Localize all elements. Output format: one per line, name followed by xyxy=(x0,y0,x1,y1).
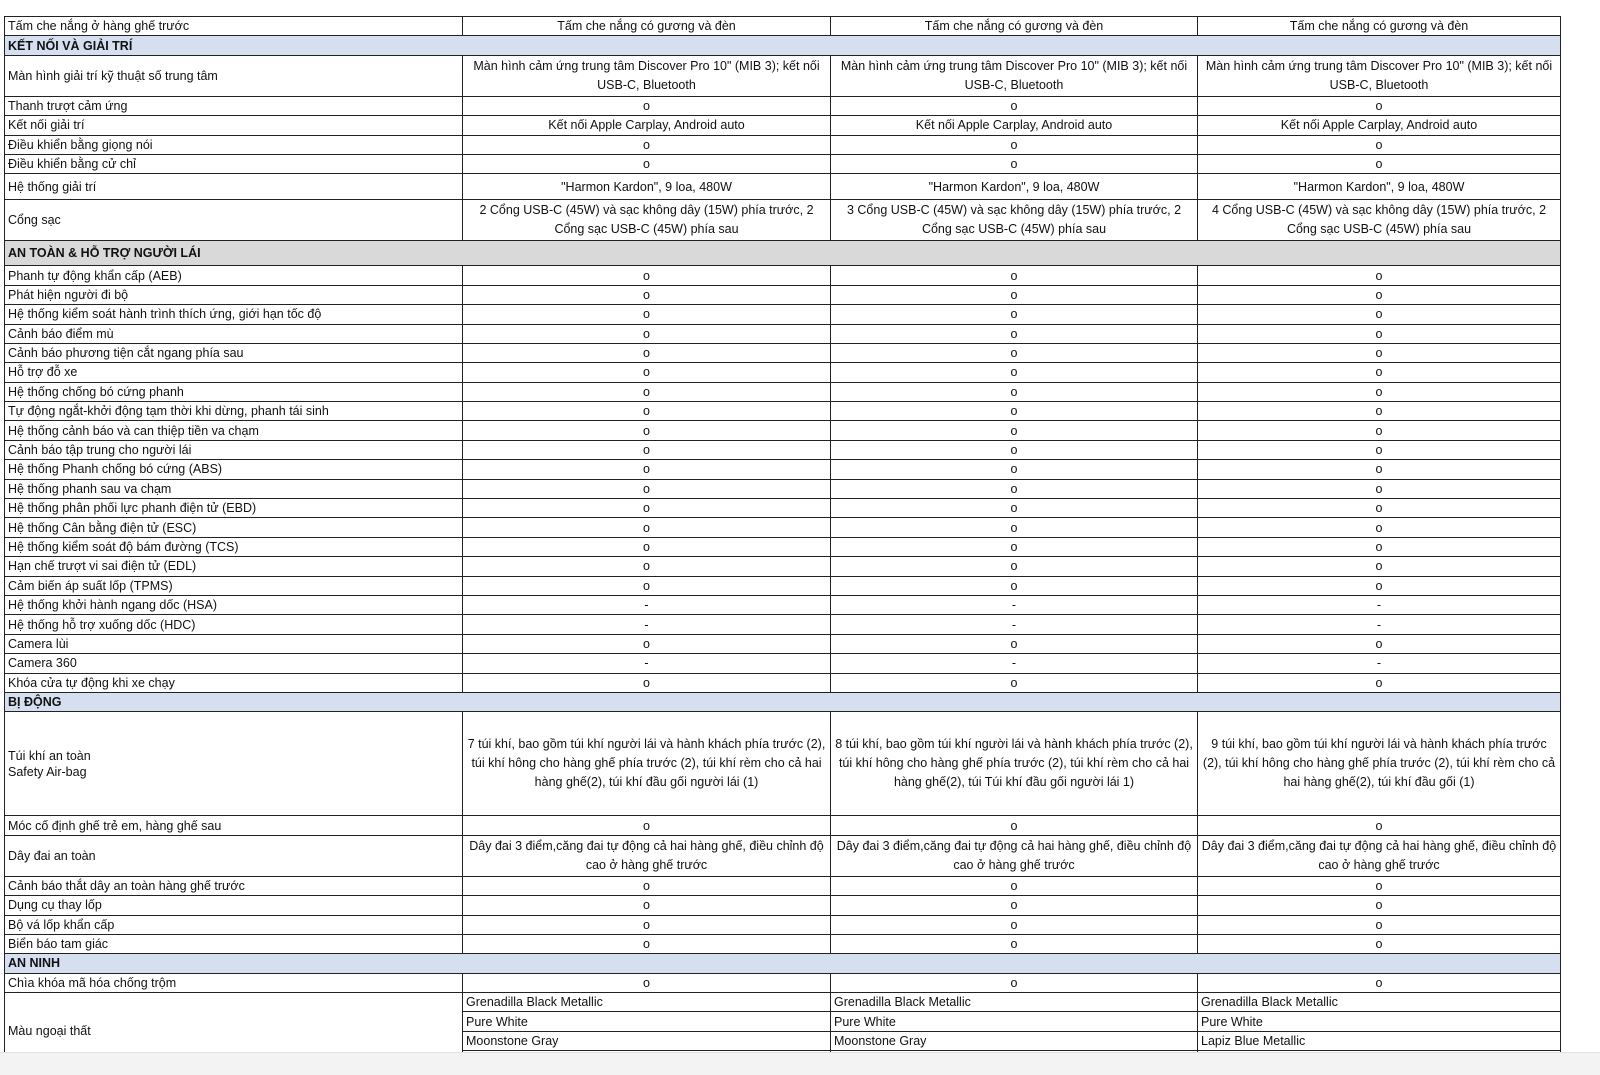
value-cell: o xyxy=(831,266,1198,285)
color-cell: Pure White xyxy=(463,1012,831,1031)
value-cell: o xyxy=(463,324,831,343)
value-cell: o xyxy=(1198,816,1561,835)
table-row xyxy=(5,576,1561,595)
value-cell: Kết nối Apple Carplay, Android auto xyxy=(831,116,1198,135)
value-cell: o xyxy=(831,934,1198,953)
value-cell: o xyxy=(463,876,831,895)
value-cell: 7 túi khí, bao gồm túi khí người lái và hành khách phía trước (2), túi khí hông cho hàng ghế phía trước (2), túi khí rèm cho cả hai hàng ghế(2), túi khí đầu gối người lái (1) xyxy=(463,712,831,816)
color-cell: Moonstone Gray xyxy=(463,1031,831,1050)
value-cell: Kết nối Apple Carplay, Android auto xyxy=(463,116,831,135)
color-cell: Pure White xyxy=(831,1012,1198,1031)
table-row xyxy=(5,518,1561,537)
value-cell: - xyxy=(463,654,831,673)
table-row xyxy=(5,557,1561,576)
value-cell: o xyxy=(463,673,831,692)
row-label: Phanh tự động khẩn cấp (AEB) xyxy=(5,266,463,285)
value-cell: o xyxy=(1198,460,1561,479)
value-cell: 4 Cổng USB-C (45W) và sạc không dây (15W) phía trước, 2 Cổng sạc USB-C (45W) phía sau xyxy=(1198,200,1561,241)
value-cell: o xyxy=(1198,896,1561,915)
table-row xyxy=(5,363,1561,382)
value-cell: o xyxy=(831,499,1198,518)
row-label: Kết nối giải trí xyxy=(5,116,463,135)
section-title-security: AN NINH xyxy=(5,954,1561,973)
table-row xyxy=(5,915,1561,934)
value-cell: o xyxy=(463,421,831,440)
row-label: Hệ thống giải trí xyxy=(5,174,463,200)
value-cell: o xyxy=(463,96,831,115)
value-cell: - xyxy=(831,595,1198,614)
value-cell: o xyxy=(831,402,1198,421)
color-cell: Moonstone Gray xyxy=(831,1031,1198,1050)
value-cell: 9 túi khí, bao gồm túi khí người lái và hành khách phía trước (2), túi khí hông cho hàng ghế phía trước (2), túi khí rèm cho cả hai hàng ghế(2), túi khí đầu gối (1) xyxy=(1198,712,1561,816)
table-row xyxy=(5,421,1561,440)
table-row xyxy=(5,154,1561,173)
value-cell: o xyxy=(831,915,1198,934)
table-row xyxy=(5,402,1561,421)
spec-table xyxy=(4,16,1561,1071)
row-label: Hệ thống Phanh chống bó cứng (ABS) xyxy=(5,460,463,479)
exterior-color-label: Màu ngoại thất xyxy=(5,993,463,1071)
value-cell: o xyxy=(831,135,1198,154)
value-cell: o xyxy=(831,557,1198,576)
value-cell: o xyxy=(1198,518,1561,537)
table-row xyxy=(5,615,1561,634)
spec-sheet xyxy=(4,16,1560,1071)
value-cell: o xyxy=(831,973,1198,992)
value-cell: o xyxy=(1198,876,1561,895)
value-cell: o xyxy=(831,479,1198,498)
color-cell: Grenadilla Black Metallic xyxy=(463,993,831,1012)
value-cell: o xyxy=(1198,673,1561,692)
row-label: Cảnh báo thắt dây an toàn hàng ghế trước xyxy=(5,876,463,895)
table-row xyxy=(5,973,1561,992)
value-cell: o xyxy=(1198,440,1561,459)
value-cell: o xyxy=(463,363,831,382)
row-label: Điều khiển bằng cử chỉ xyxy=(5,154,463,173)
table-row xyxy=(5,305,1561,324)
color-cell: Grenadilla Black Metallic xyxy=(831,993,1198,1012)
value-cell: o xyxy=(1198,973,1561,992)
section-title-connectivity: KẾT NỐI VÀ GIẢI TRÍ xyxy=(5,36,1561,55)
viewer-bottom-bar xyxy=(0,1052,1600,1075)
value-cell: o xyxy=(1198,305,1561,324)
value-cell: o xyxy=(831,324,1198,343)
table-row xyxy=(5,285,1561,304)
row-label: Dụng cụ thay lốp xyxy=(5,896,463,915)
row-label: Phát hiện người đi bộ xyxy=(5,285,463,304)
value-cell: o xyxy=(463,973,831,992)
section-header-row xyxy=(5,954,1561,973)
section-header-row xyxy=(5,241,1561,266)
value-cell: - xyxy=(831,615,1198,634)
value-cell: o xyxy=(1198,915,1561,934)
color-cell: Grenadilla Black Metallic xyxy=(1198,993,1561,1012)
row-label: Hệ thống hỗ trợ xuống dốc (HDC) xyxy=(5,615,463,634)
value-cell: Tấm che nắng có gương và đèn xyxy=(831,17,1198,36)
color-cell: Pure White xyxy=(1198,1012,1561,1031)
value-cell: o xyxy=(831,876,1198,895)
table-row xyxy=(5,712,1561,816)
value-cell: o xyxy=(463,285,831,304)
row-label: Thanh trượt cảm ứng xyxy=(5,96,463,115)
row-label: Tấm che nắng ở hàng ghế trước xyxy=(5,17,463,36)
value-cell: o xyxy=(831,816,1198,835)
row-label: Cảnh báo điểm mù xyxy=(5,324,463,343)
value-cell: o xyxy=(463,816,831,835)
value-cell: Tấm che nắng có gương và đèn xyxy=(463,17,831,36)
section-header-row xyxy=(5,36,1561,55)
value-cell: "Harmon Kardon", 9 loa, 480W xyxy=(831,174,1198,200)
value-cell: o xyxy=(463,440,831,459)
value-cell: o xyxy=(463,343,831,362)
value-cell: o xyxy=(1198,557,1561,576)
value-cell: o xyxy=(463,518,831,537)
value-cell: - xyxy=(463,595,831,614)
value-cell: o xyxy=(1198,96,1561,115)
value-cell: o xyxy=(463,557,831,576)
table-row xyxy=(5,266,1561,285)
value-cell: o xyxy=(463,382,831,401)
row-label: Hệ thống kiểm soát hành trình thích ứng, giới hạn tốc độ xyxy=(5,305,463,324)
value-cell: - xyxy=(1198,615,1561,634)
value-cell: o xyxy=(1198,382,1561,401)
value-cell: Tấm che nắng có gương và đèn xyxy=(1198,17,1561,36)
value-cell: o xyxy=(831,896,1198,915)
value-cell: o xyxy=(1198,499,1561,518)
value-cell: o xyxy=(831,537,1198,556)
value-cell: "Harmon Kardon", 9 loa, 480W xyxy=(1198,174,1561,200)
value-cell: o xyxy=(463,460,831,479)
value-cell: o xyxy=(1198,324,1561,343)
value-cell: Màn hình cảm ứng trung tâm Discover Pro 10" (MIB 3); kết nối USB-C, Bluetooth xyxy=(463,55,831,96)
value-cell: o xyxy=(463,305,831,324)
value-cell: - xyxy=(1198,595,1561,614)
table-row xyxy=(5,343,1561,362)
value-cell: 3 Cổng USB-C (45W) và sạc không dây (15W) phía trước, 2 Cổng sạc USB-C (45W) phía sau xyxy=(831,200,1198,241)
table-row xyxy=(5,440,1561,459)
row-label: Cảnh báo tập trung cho người lái xyxy=(5,440,463,459)
row-label: Chìa khóa mã hóa chống trộm xyxy=(5,973,463,992)
table-row xyxy=(5,595,1561,614)
value-cell: 2 Cổng USB-C (45W) và sạc không dây (15W) phía trước, 2 Cổng sạc USB-C (45W) phía sau xyxy=(463,200,831,241)
row-label: Hệ thống cảnh báo và can thiệp tiền va chạm xyxy=(5,421,463,440)
value-cell: o xyxy=(463,402,831,421)
table-row xyxy=(5,934,1561,953)
value-cell: Màn hình cảm ứng trung tâm Discover Pro 10" (MIB 3); kết nối USB-C, Bluetooth xyxy=(831,55,1198,96)
table-row xyxy=(5,174,1561,200)
value-cell: o xyxy=(1198,634,1561,653)
value-cell: Kết nối Apple Carplay, Android auto xyxy=(1198,116,1561,135)
row-label: Màn hình giải trí kỹ thuật số trung tâm xyxy=(5,55,463,96)
row-label: Khóa cửa tự động khi xe chạy xyxy=(5,673,463,692)
table-row xyxy=(5,55,1561,96)
table-row xyxy=(5,673,1561,692)
value-cell: - xyxy=(831,654,1198,673)
table-row xyxy=(5,460,1561,479)
value-cell: o xyxy=(1198,537,1561,556)
row-label: Hạn chế trượt vi sai điện tử (EDL) xyxy=(5,557,463,576)
value-cell: 8 túi khí, bao gồm túi khí người lái và hành khách phía trước (2), túi khí hông cho hàng ghế phía trước (2), túi khí rèm cho cả hai hàng ghế(2), túi Túi khí đầu gối người lái 1) xyxy=(831,712,1198,816)
value-cell: Dây đai 3 điểm,căng đai tự động cả hai hàng ghế, điều chỉnh độ cao ở hàng ghế trước xyxy=(1198,835,1561,876)
value-cell: o xyxy=(831,96,1198,115)
table-row xyxy=(5,324,1561,343)
value-cell: o xyxy=(831,363,1198,382)
value-cell: o xyxy=(463,915,831,934)
value-cell: o xyxy=(831,285,1198,304)
row-label: Hệ thống khởi hành ngang dốc (HSA) xyxy=(5,595,463,614)
value-cell: o xyxy=(831,634,1198,653)
value-cell: o xyxy=(1198,285,1561,304)
table-row xyxy=(5,816,1561,835)
value-cell: o xyxy=(831,576,1198,595)
value-cell: o xyxy=(1198,934,1561,953)
section-header-row xyxy=(5,692,1561,711)
row-label: Hệ thống Cân bằng điện tử (ESC) xyxy=(5,518,463,537)
table-row xyxy=(5,896,1561,915)
table-row xyxy=(5,835,1561,876)
row-label: Hệ thống kiểm soát độ bám đường (TCS) xyxy=(5,537,463,556)
row-label: Móc cố định ghế trẻ em, hàng ghế sau xyxy=(5,816,463,835)
table-row xyxy=(5,479,1561,498)
row-label: Tự động ngắt-khởi động tạm thời khi dừng, phanh tái sinh xyxy=(5,402,463,421)
value-cell: o xyxy=(1198,421,1561,440)
value-cell: "Harmon Kardon", 9 loa, 480W xyxy=(463,174,831,200)
table-row xyxy=(5,135,1561,154)
row-label: Camera 360 xyxy=(5,654,463,673)
value-cell: o xyxy=(463,266,831,285)
value-cell: o xyxy=(1198,135,1561,154)
value-cell: o xyxy=(463,896,831,915)
value-cell: o xyxy=(831,382,1198,401)
value-cell: o xyxy=(831,440,1198,459)
value-cell: o xyxy=(1198,479,1561,498)
value-cell: o xyxy=(463,576,831,595)
value-cell: o xyxy=(831,460,1198,479)
value-cell: o xyxy=(463,479,831,498)
row-label: Biển báo tam giác xyxy=(5,934,463,953)
value-cell: o xyxy=(1198,402,1561,421)
color-cell: Lapiz Blue Metallic xyxy=(1198,1031,1561,1050)
value-cell: o xyxy=(463,634,831,653)
section-title-passive: BỊ ĐỘNG xyxy=(5,692,1561,711)
value-cell: o xyxy=(463,154,831,173)
value-cell: o xyxy=(1198,576,1561,595)
row-label: Bộ vá lốp khẩn cấp xyxy=(5,915,463,934)
value-cell: o xyxy=(831,154,1198,173)
row-label xyxy=(5,712,463,816)
table-row xyxy=(5,116,1561,135)
table-row xyxy=(5,96,1561,115)
row-label: Cổng sạc xyxy=(5,200,463,241)
value-cell: o xyxy=(463,135,831,154)
value-cell: Dây đai 3 điểm,căng đai tự động cả hai hàng ghế, điều chỉnh độ cao ở hàng ghế trước xyxy=(831,835,1198,876)
row-label: Cảm biến áp suất lốp (TPMS) xyxy=(5,576,463,595)
row-label: Cảnh báo phương tiện cắt ngang phía sau xyxy=(5,343,463,362)
value-cell: o xyxy=(1198,363,1561,382)
value-cell: o xyxy=(463,537,831,556)
row-label: Hệ thống phanh sau va chạm xyxy=(5,479,463,498)
airbag-label-line1: Túi khí an toàn xyxy=(8,748,91,763)
value-cell: o xyxy=(1198,343,1561,362)
table-row xyxy=(5,382,1561,401)
section-title-safety: AN TOÀN & HỖ TRỢ NGƯỜI LÁI xyxy=(5,241,1561,266)
table-row xyxy=(5,993,1561,1012)
value-cell: o xyxy=(831,305,1198,324)
value-cell: Màn hình cảm ứng trung tâm Discover Pro 10" (MIB 3); kết nối USB-C, Bluetooth xyxy=(1198,55,1561,96)
table-row xyxy=(5,17,1561,36)
table-row xyxy=(5,537,1561,556)
table-row xyxy=(5,200,1561,241)
value-cell: o xyxy=(463,934,831,953)
table-row xyxy=(5,654,1561,673)
value-cell: o xyxy=(463,499,831,518)
row-label: Dây đai an toàn xyxy=(5,835,463,876)
table-row xyxy=(5,876,1561,895)
table-row xyxy=(5,634,1561,653)
row-label: Hệ thống chống bó cứng phanh xyxy=(5,382,463,401)
value-cell: o xyxy=(831,421,1198,440)
value-cell: o xyxy=(831,673,1198,692)
row-label: Camera lùi xyxy=(5,634,463,653)
value-cell: o xyxy=(831,518,1198,537)
value-cell: - xyxy=(1198,654,1561,673)
value-cell: o xyxy=(831,343,1198,362)
table-row xyxy=(5,499,1561,518)
row-label: Hỗ trợ đỗ xe xyxy=(5,363,463,382)
value-cell: o xyxy=(1198,154,1561,173)
value-cell: o xyxy=(1198,266,1561,285)
row-label: Điều khiển bằng giọng nói xyxy=(5,135,463,154)
airbag-label-line2: Safety Air-bag xyxy=(8,764,87,779)
row-label: Hệ thống phân phối lực phanh điện tử (EBD) xyxy=(5,499,463,518)
value-cell: - xyxy=(463,615,831,634)
value-cell: Dây đai 3 điểm,căng đai tự động cả hai hàng ghế, điều chỉnh độ cao ở hàng ghế trước xyxy=(463,835,831,876)
